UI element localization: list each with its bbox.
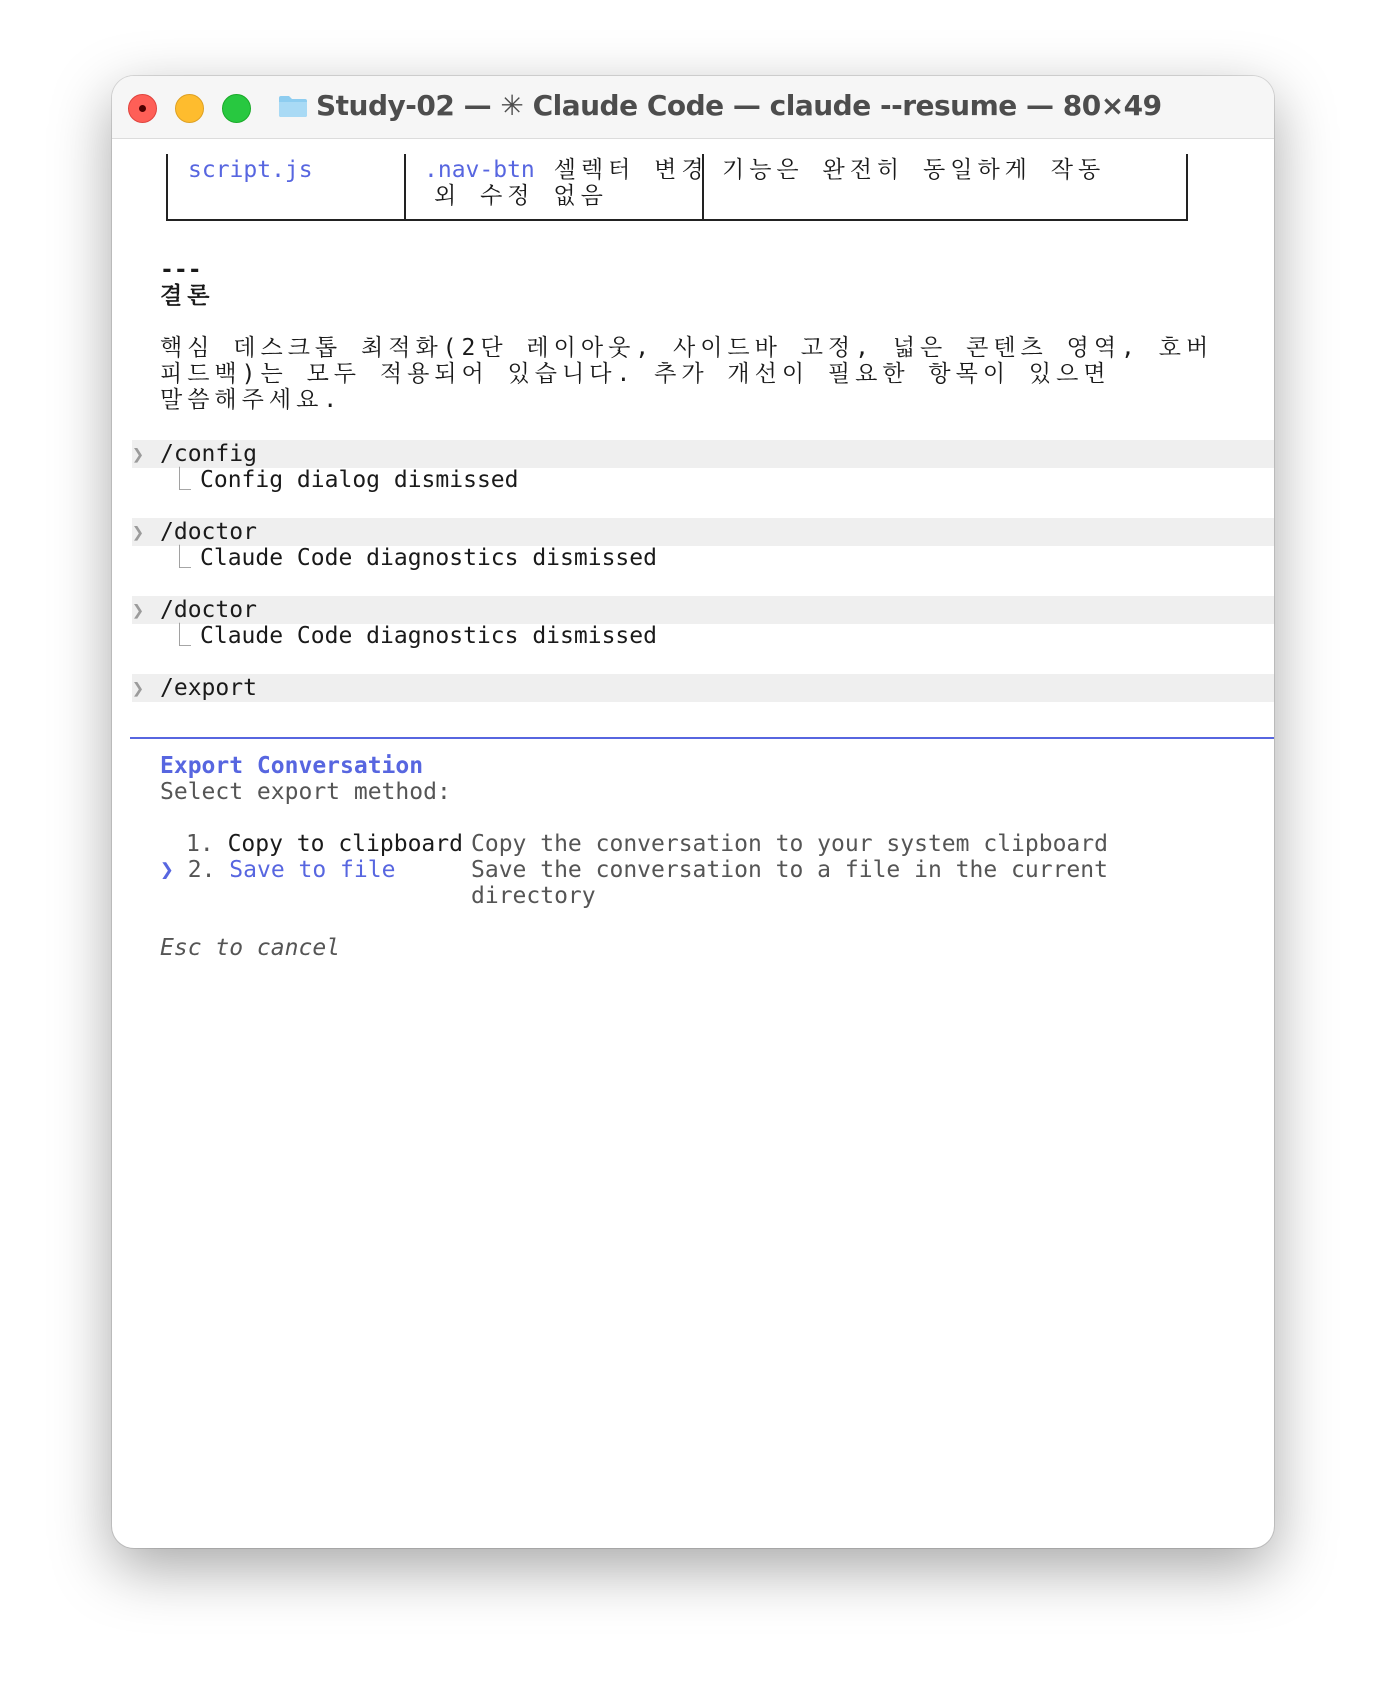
result-branch-icon: ⎿ xyxy=(168,623,191,649)
command-result: Claude Code diagnostics dismissed xyxy=(200,545,657,571)
command-result: Claude Code diagnostics dismissed xyxy=(200,623,657,649)
table-cell-result: 기능은 완전히 동일하게 작동 xyxy=(722,157,1106,183)
title-bar xyxy=(112,76,1274,139)
selected-chevron-icon: ❯ xyxy=(160,857,174,883)
option-copy-to-clipboard[interactable] xyxy=(160,830,463,858)
terminal-content xyxy=(112,139,1274,1548)
option-save-to-file[interactable] xyxy=(160,856,395,884)
cancel-hint: Esc to cancel xyxy=(160,935,341,961)
table-border-col1 xyxy=(404,154,406,220)
option-number: 2. xyxy=(187,857,216,883)
folder-icon xyxy=(278,94,308,118)
zoom-button[interactable] xyxy=(222,94,251,123)
command-row xyxy=(132,518,1274,546)
option-description: Copy the conversation to your system clipboard xyxy=(471,831,1108,857)
table-cell-file: script.js xyxy=(188,157,313,183)
conclusion-line-2: 피드백)는 모두 적용되어 있습니다. 추가 개선이 필요한 항목이 있으면 xyxy=(160,361,1111,387)
minimize-button[interactable] xyxy=(175,94,204,123)
prompt-chevron-icon: ❯ xyxy=(132,598,145,622)
section-rule: --- xyxy=(160,257,202,283)
command-text: /doctor xyxy=(160,519,257,545)
option-description-continued: directory xyxy=(471,883,596,909)
close-dot-icon xyxy=(139,105,146,112)
dialog-divider xyxy=(130,737,1274,739)
dialog-title: Export Conversation xyxy=(160,753,424,779)
command-text: /export xyxy=(160,675,257,701)
conclusion-heading: 결론 xyxy=(160,283,215,309)
dialog-subtitle: Select export method: xyxy=(160,779,451,805)
table-cell-change xyxy=(424,156,709,184)
table-cell-change-text2: 외 수정 없음 xyxy=(434,183,608,209)
command-text: /doctor xyxy=(160,597,257,623)
table-border-right xyxy=(1186,154,1188,220)
command-row xyxy=(132,596,1274,624)
option-number: 1. xyxy=(186,831,214,857)
conclusion-line-1: 핵심 데스크톱 최적화(2단 레이아웃, 사이드바 고정, 넓은 콘텐츠 영역, 호버 xyxy=(160,335,1214,361)
prompt-chevron-icon: ❯ xyxy=(132,676,145,700)
result-branch-icon: ⎿ xyxy=(168,467,191,493)
table-cell-code: .nav-btn xyxy=(424,157,535,183)
window-title: Study-02 — ✳ Claude Code — claude --resume — 80×49 xyxy=(316,89,1162,122)
prompt-chevron-icon: ❯ xyxy=(132,442,145,466)
prompt-chevron-icon: ❯ xyxy=(132,520,145,544)
table-border-bottom xyxy=(166,219,1188,221)
terminal-window xyxy=(112,76,1274,1548)
close-button[interactable] xyxy=(128,94,157,123)
result-branch-icon: ⎿ xyxy=(168,545,191,571)
option-description: Save the conversation to a file in the current xyxy=(471,857,1108,883)
command-text: /config xyxy=(160,441,257,467)
conclusion-line-3: 말씀해주세요. xyxy=(160,387,343,413)
command-row xyxy=(132,674,1274,702)
command-result: Config dialog dismissed xyxy=(200,467,519,493)
option-label: Copy to clipboard xyxy=(227,831,463,857)
command-row xyxy=(132,440,1274,468)
option-label: Save to file xyxy=(229,857,396,883)
table-cell-change-text1: 셀렉터 변경 xyxy=(534,157,709,183)
table-border-left xyxy=(166,154,168,220)
